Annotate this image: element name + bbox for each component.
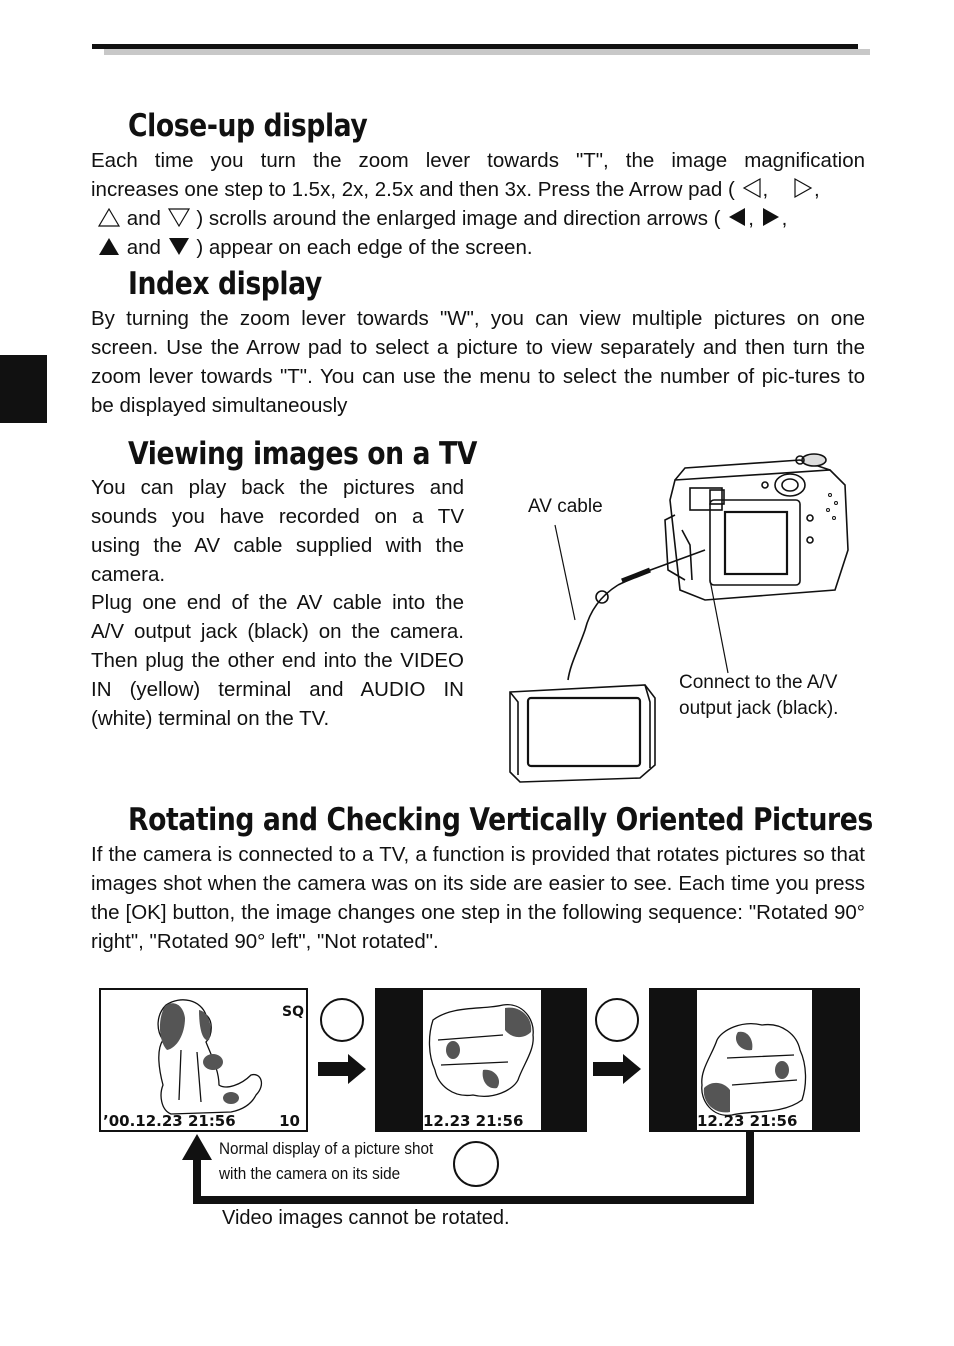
screen-rotated-left [649,988,860,1132]
closeup-title: Close-up display [128,108,368,144]
closeup-line-4-and: and [126,236,161,259]
arrow-down-filled-icon [167,235,191,257]
dog-rotated-right-image [423,990,541,1130]
step-2-indicator [593,998,643,1086]
ok-button-icon [321,999,363,1041]
step-arrow-icon [593,1054,641,1084]
tv-connection-illustration [500,440,870,785]
tv-para-1: You can play back the pictures and sounds you have recorded on a TV using the AV cable supplied with the camera. [91,476,464,586]
screen-rotated-right [375,988,587,1132]
arrow-right-outline-icon [792,177,814,199]
video-rotation-note: Video images cannot be rotated. [222,1207,510,1229]
arrow-right-filled-icon [760,206,782,228]
tv-set-drawing [510,685,655,782]
dog-upright-image [101,990,306,1130]
step-arrow-icon [318,1054,366,1084]
closeup-line-4 [97,233,867,262]
camera-drawing [665,454,848,600]
closeup-line-3-and: and [126,207,161,230]
step-1-indicator [318,998,368,1086]
ok-button-icon [596,999,638,1041]
arrow-left-filled-icon [726,206,748,228]
quality-badge: SQ [282,1004,304,1020]
rotate-body: If the camera is connected to a TV, a function is provided that rotates pictures so that images shot when the camera was on its side are easier to see. Each time you press the [OK] button, the image changes one step in the following sequence: "Rotated 90° right", "Rotated 90° left", "Not rotated". [91,843,865,953]
tv-para-2: Plug one end of the AV cable into the A/V output jack (black) on the camera. Then plug the other end into the VIDEO IN (yellow) terminal and AUDIO IN (white) terminal on the TV. [91,591,464,730]
arrow-up-filled-icon [97,235,121,257]
index-body: By turning the zoom lever towards "W", you can view multiple pictures on one screen. Use the Arrow pad to select a picture to view separately and then turn the zoom lever towards "T". You can use the menu to select the number of pic-tures to be displayed simultaneously [91,307,865,417]
dog-rotated-left-image [697,990,812,1130]
screen-3-date: 12.23 21:56 [697,1112,798,1130]
closeup-line-2-text: increases one step to 1.5x, 2x, 2.5x and then 3x. Press the Arrow pad ( [91,178,735,201]
closeup-line-2: increases one step to 1.5x, 2x, 2.5x and then 3x. Press the Arrow pad ( , , [91,178,820,201]
av-cable-label: AV cable [528,496,603,517]
closeup-line-4-text: ) appear on each edge of the screen. [196,236,533,259]
closeup-line-3: and ) scrolls around the enlarged image and direction arrows ( , , [97,204,867,233]
arrow-up-outline-icon [97,206,121,228]
rotate-title: Rotating and Checking Vertically Oriented Pictures [128,802,873,838]
arrow-down-outline-icon [167,206,191,228]
connect-label-1: Connect to the A/V [679,672,838,693]
frame-count: 10 [279,1112,300,1130]
header-rule-shadow [104,49,870,55]
screen-2-date: 12.23 21:56 [423,1112,524,1130]
screen-1-date: ’00.12.23 21:56 [103,1112,236,1130]
index-title: Index display [128,266,322,302]
normal-caption-2: with the camera on its side [219,1164,401,1183]
screen-normal [99,988,308,1132]
connect-label-2: output jack (black). [679,698,839,719]
ok-button-icon [454,1142,498,1186]
chapter-tab [0,355,47,423]
tv-title: Viewing images on a TV [128,436,477,472]
arrow-left-outline-icon [741,177,763,199]
closeup-line-3-text: ) scrolls around the enlarged image and direction arrows ( [196,207,721,230]
closeup-line-1: Each time you turn the zoom lever towards "T", the image magnification [91,149,865,172]
normal-caption-1: Normal display of a picture shot [219,1139,434,1158]
